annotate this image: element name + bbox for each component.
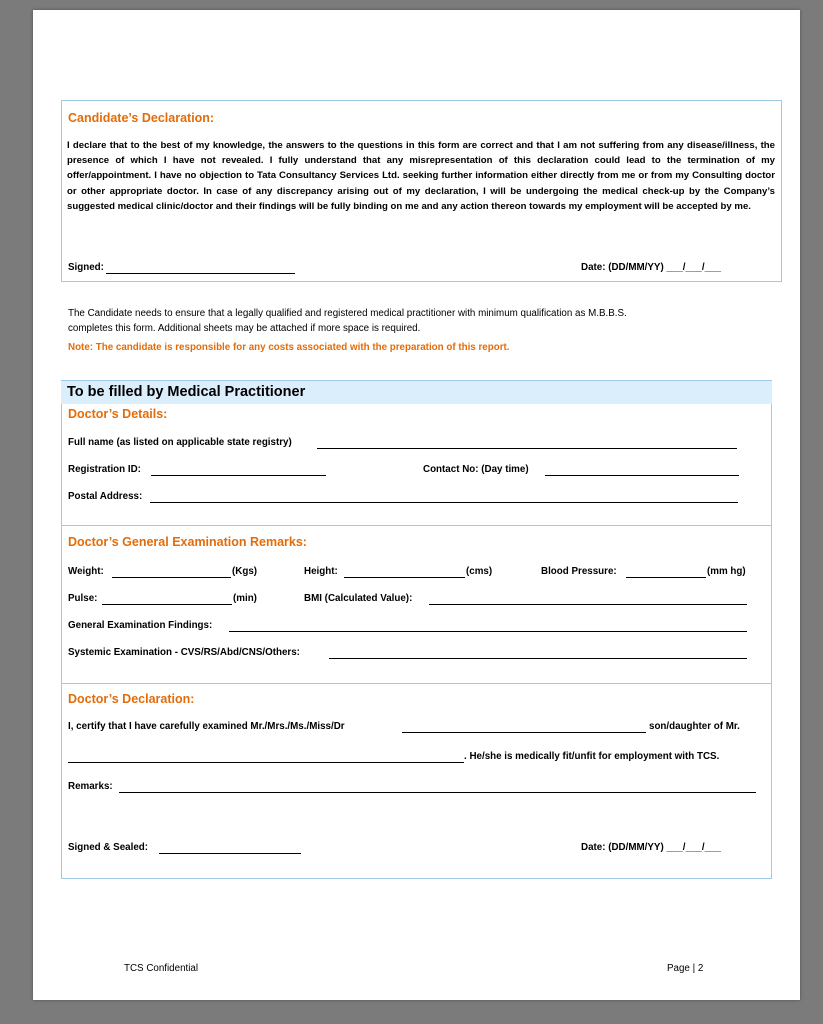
contact-no-label: Contact No: (Day time) [423, 464, 529, 475]
bmi-label: BMI (Calculated Value): [304, 593, 413, 604]
registration-id-field[interactable] [151, 475, 326, 476]
remarks-field[interactable] [119, 792, 756, 793]
instructions-line-1: The Candidate needs to ensure that a legally qualified and registered medical practitioner with minimum qualification as M.B.B.S. [68, 308, 627, 319]
pulse-label: Pulse: [68, 593, 98, 604]
full-name-label: Full name (as listed on applicable state registry) [68, 437, 292, 448]
footer-confidential: TCS Confidential [124, 963, 199, 974]
remarks-label: Remarks: [68, 781, 113, 792]
son-daughter-label: son/daughter of Mr. [649, 721, 740, 732]
footer-page-number: Page | 2 [667, 963, 704, 974]
contact-no-field[interactable] [545, 475, 739, 476]
blood-pressure-unit: (mm hg) [707, 566, 746, 577]
section-divider [61, 525, 772, 526]
height-unit: (cms) [466, 566, 493, 577]
systemic-exam-label: Systemic Examination - CVS/RS/Abd/CNS/Others: [68, 647, 300, 658]
general-findings-label: General Examination Findings: [68, 620, 213, 631]
bmi-field[interactable] [429, 604, 747, 605]
document-page [33, 10, 800, 1000]
candidate-date-label[interactable]: Date: (DD/MM/YY) ___/___/___ [581, 262, 721, 273]
candidate-declaration-heading: Candidate’s Declaration: [68, 111, 215, 125]
patient-name-field[interactable] [402, 732, 646, 733]
blood-pressure-label: Blood Pressure: [541, 566, 617, 577]
candidate-signed-label: Signed: [68, 262, 104, 273]
doctor-signature-field[interactable] [159, 853, 301, 854]
full-name-field[interactable] [317, 448, 737, 449]
general-findings-field[interactable] [229, 631, 747, 632]
medical-practitioner-banner [61, 380, 772, 404]
exam-remarks-heading: Doctor’s General Examination Remarks: [68, 535, 307, 549]
signed-sealed-label: Signed & Sealed: [68, 842, 149, 853]
weight-unit: (Kgs) [232, 566, 258, 577]
pulse-unit: (min) [233, 593, 257, 604]
height-label: Height: [304, 566, 338, 577]
pulse-field[interactable] [102, 604, 232, 605]
medical-practitioner-title: To be filled by Medical Practitioner [67, 384, 306, 400]
height-field[interactable] [344, 577, 465, 578]
doctor-declaration-heading: Doctor’s Declaration: [68, 692, 195, 706]
weight-label: Weight: [68, 566, 104, 577]
doctor-date-label[interactable]: Date: (DD/MM/YY) ___/___/___ [581, 842, 721, 853]
postal-address-label: Postal Address: [68, 491, 143, 502]
weight-field[interactable] [112, 577, 231, 578]
candidate-signature-field[interactable] [106, 273, 295, 274]
certify-label: I, certify that I have carefully examined Mr./Mrs./Ms./Miss/Dr [68, 721, 345, 732]
systemic-exam-field[interactable] [329, 658, 747, 659]
candidate-declaration-text: I declare that to the best of my knowledge, the answers to the questions in this form are correct and that I am not suffering from any disease/illness, the presence of which I have not revealed. I fully understand that any misrepresentation of this declaration could lead to the termination of my offer/appointment. I have no objection to Tata Consultancy Services Ltd. seeking further information either directly from me or from my Consulting doctor or other appropriate doctor. In case of any discrepancy arising out of my declaration, I will be undergoing the medical check-up by the Company’s suggested medical clinic/doctor and their findings will be fully binding on me and any action thereon towards my employment will be accepted by me. [67, 140, 775, 212]
cost-note: Note: The candidate is responsible for any costs associated with the preparation of this report. [68, 342, 510, 353]
blood-pressure-field[interactable] [626, 577, 706, 578]
parent-name-field[interactable] [68, 762, 464, 763]
instructions-line-2: completes this form. Additional sheets may be attached if more space is required. [68, 323, 421, 334]
fitness-statement: . He/she is medically fit/unfit for employment with TCS. [464, 751, 720, 762]
section-divider [61, 683, 772, 684]
postal-address-field[interactable] [150, 502, 738, 503]
doctor-details-heading: Doctor’s Details: [68, 407, 168, 421]
registration-id-label: Registration ID: [68, 464, 141, 475]
